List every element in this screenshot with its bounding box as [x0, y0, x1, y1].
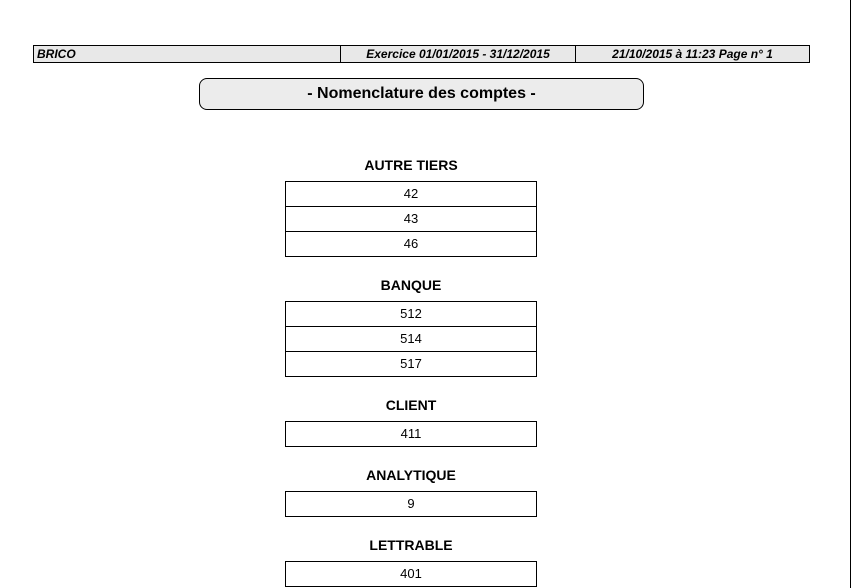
page-right-border	[850, 0, 851, 588]
group-title-autre-tiers: AUTRE TIERS	[364, 157, 458, 173]
fiscal-period: Exercice 01/01/2015 - 31/12/2015	[341, 46, 576, 62]
group-title-client: CLIENT	[385, 397, 437, 413]
account-row: 514	[286, 326, 536, 351]
account-table-autre-tiers	[285, 181, 537, 257]
group-title-lettrable: LETTRABLE	[369, 537, 453, 553]
account-row: 9	[407, 496, 415, 511]
account-row: 46	[286, 231, 536, 256]
account-row: 411	[400, 426, 422, 441]
account-table-client	[285, 421, 537, 447]
company-name: BRICO	[34, 46, 341, 62]
account-row: 42	[403, 186, 419, 201]
account-table-lettrable	[285, 561, 537, 587]
account-row: 43	[286, 206, 536, 231]
account-row: 512	[400, 306, 422, 321]
group-title-analytique: ANALYTIQUE	[366, 467, 456, 483]
account-table-analytique	[285, 491, 537, 517]
report-header-bar	[33, 45, 810, 63]
account-row: 517	[286, 351, 536, 376]
print-date-page: 21/10/2015 à 11:23 Page n° 1	[612, 47, 773, 61]
report-title: - Nomenclature des comptes -	[199, 78, 644, 110]
account-row: 401	[400, 566, 422, 581]
account-table-banque	[285, 301, 537, 377]
group-title-banque: BANQUE	[380, 277, 442, 293]
